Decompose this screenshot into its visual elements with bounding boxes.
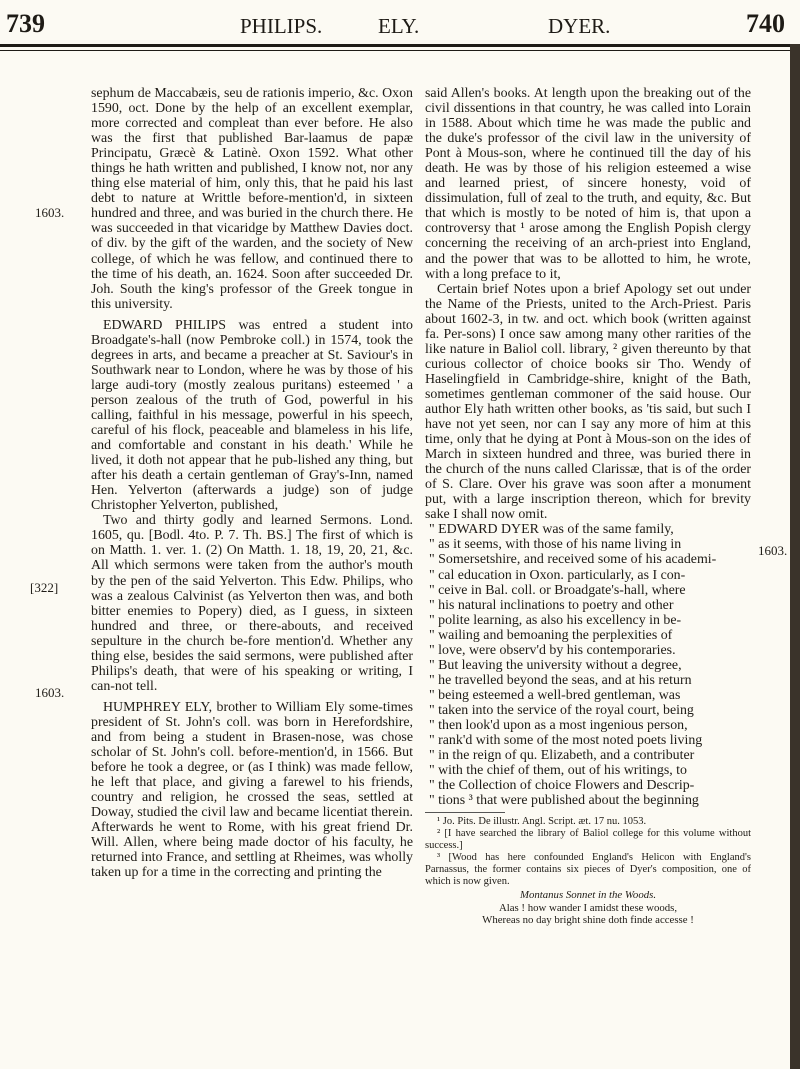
quote-line: " the Collection of choice Flowers and Descrip- [429, 778, 695, 794]
quote-line: " cal education in Oxon. particularly, as I con- [429, 567, 686, 583]
paragraph-edward-philips: EDWARD PHILIPS was entred a student into Broadgate's-hall (now Pembroke coll.) in 1574, took the degrees in arts, and became a preacher at St. Saviour's in Southwark near to London, where he was by those of his large audi-tory (mostly zealous puritans) esteemed ' a person zealous of the truth of God, powerful in his calling, faithful in his message, powerful in his speech, careful of his flock, peaceable and blameless in his life, and comfortable and constant in his death.' While he lived, it doth not appear that he pub-lished any thing, but after his death a certain gentleman of Gray's-Inn, named Hen. Yelverton (afterwards a judge) son of judge Christopher Yelverton, published, [91, 317, 413, 514]
footnote: ² [I have searched the library of Baliol college for this volume without success.] [425, 828, 751, 852]
footnote: ¹ Jo. Pits. De illustr. Angl. Script. æt. 17 nu. 1053. [437, 816, 647, 828]
header-name-ely: ELY. [378, 14, 420, 38]
paragraph-humphrey-ely: HUMPHREY ELY, brother to William Ely some-times president of St. John's coll. was born in Herefordshire, and from being a student in Brasen-nose, was chose scholar of St. John's coll. before-mention'd, in 1566. But before he took a degree, or (as I think) was made fellow, he left that place, and giving a farewel to his friends, country and religion, he crossed the seas, settled at Doway, studied the civil law and became licentiat therein. Afterwards he went to Rome, with his great friend Dr. Will. Allen, where being made doctor of his faculty, he returned into France, and settling at Rheimes, was wholly taken up for a time in the correcting and printing the [91, 699, 413, 881]
header-name-dyer: DYER. [548, 14, 611, 38]
footnote: ³ [Wood has here confounded England's Helicon with England's Parnassus, the former contains six pieces of Dyer's composition, one of which is now given. [425, 852, 751, 888]
header-name-philips: PHILIPS. [240, 14, 323, 38]
quote-line: " But leaving the university without a degree, [429, 657, 682, 673]
quote-line: " then look'd upon as a most ingenious person, [429, 717, 688, 733]
page-number-left: 739 [6, 9, 45, 38]
poem-title: Montanus Sonnet in the Woods. [519, 889, 657, 902]
quote-line: " ceive in Bal. coll. or Broadgate's-hall, where [429, 582, 686, 598]
quote-line: " wailing and bemoaning the perplexities of [429, 627, 673, 643]
margin-note-year: 1603. [35, 205, 65, 220]
page-edge [790, 44, 800, 1069]
poem-line: Alas ! how wander I amidst these woods, [498, 901, 678, 914]
quote-line: " as it seems, with those of his name living in [429, 537, 682, 553]
quote-line: " his natural inclinations to poetry and other [429, 597, 674, 613]
quote-line: " with the chief of them, out of his writings, to [429, 763, 687, 779]
left-column [91, 86, 413, 880]
quote-line: " Somersetshire, and received some of his academi- [429, 552, 717, 568]
margin-note-year: 1603. [758, 543, 788, 558]
quote-line: " tions ³ that were published about the beginning [429, 793, 699, 809]
poem-line: Whereas no day bright shine doth finde accesse ! [482, 914, 694, 927]
quote-line: " love, were observ'd by his contemporaries. [429, 642, 676, 658]
paragraph: said Allen's books. At length upon the breaking out of the civil dissentions in that country, he was called into Lorain in 1588. About which time he was made the public and the duke's professor of the civil law in the university of Pont à Mous-son, where he continued till the day of his death. He was by those of his religion esteemed a wise and learned priest, of sincere honesty, void of dissimulation, full of zeal to the truth, and equity, &c. But that which is mostly to be noted of him is, that upon a controversy that ¹ arose among the English Popish clergy concerning the receiving of an arch-priest into England, and the power that was to be allotted to him, he wrote, with a long preface to it, [425, 86, 751, 282]
header-rule [0, 44, 800, 47]
header-rule-thin [0, 50, 800, 51]
quote-line: " EDWARD DYER was of the same family, [429, 522, 674, 538]
margin-note-bracket: [322] [30, 580, 59, 595]
paragraph: sephum de Maccabæis, seu de rationis imperio, &c. Oxon 1590, oct. Done by the help of an excellent exemplar, more corrected and compleat than ever before. He also was the first that published Bar-laamus de papæ Principatu, Græcè & Latinè. Oxon 1592. What other things he hath written and published, I know not, nor any thing else material of him, only this, that he paid his last debt to nature at Writtle before-mention'd, in sixteen hundred and three, and was buried in the church there. He was succeeded in that vicaridge by Matthew Davies doct. of div. by the gift of the warden, and the society of New college, of which he was fellow, and continued there to the time of his death, an. 1624. Soon after succeeded Dr. Joh. South the king's professor of the Greek tongue in this university. [91, 86, 413, 312]
quote-line: " rank'd with some of the most noted poets living [429, 733, 703, 749]
quote-line: " polite learning, as also his excellency in be- [429, 612, 682, 628]
quote-line: " being esteemed a well-bred gentleman, was [429, 687, 681, 703]
margin-note-year: 1603. [35, 685, 65, 700]
page-number-right: 740 [746, 9, 785, 38]
running-header [0, 0, 800, 52]
quote-line: " he travelled beyond the seas, and at his return [429, 672, 692, 688]
paragraph-sermons: Two and thirty godly and learned Sermons. Lond. 1605, qu. [Bodl. 4to. P. 7. Th. BS.] The first of which is on Matth. 1. ver. 1. (2) On Matth. 1. 18, 19, 20, 21, &c. All which sermons were taken from the author's mouth by the pen of the said Yelverton. This Edw. Philips, who was a zealous Calvinist (as Yelverton then was, and both bitter enemies to Popery) died, as I guess, in sixteen hundred and three, or there-abouts, and received sepulture in the church be-fore mention'd. Whether any thing else, besides the said sermons, were published after Philips's death, that were of his speaking or writing, I can-not tell. [91, 513, 413, 694]
footnote-rule [425, 812, 505, 813]
right-column [425, 86, 751, 927]
paragraph-certain-brief-notes: Certain brief Notes upon a brief Apology set out under the Name of the Priests, united to the Arch-Priest. Paris about 1602-3, in tw. and oct. which book (written against fa. Per-sons) I once saw among many other rarities of the like nature in Baliol coll. library, ² given thereunto by that curious collector of choice books sir Tho. Wendy of Haselingfield in Cambridge-shire, knight of the Bath, sometimes gentleman commoner of the said house. Our author Ely hath written other books, as 'tis said, but such I have not yet seen, nor can I say any more of him at this time, only that he dying at Pont à Mous-son on the ides of March in sixteen hundred and three, was buried there in the church of the nuns called Clarissæ, that is of the order of S. Clare. Over his grave was soon after a monument put, with a large inscription thereon, which for brevity sake I shall now omit. [425, 281, 751, 523]
quoted-passage-edward-dyer [425, 522, 751, 808]
quote-line: " in the reign of qu. Elizabeth, and a contributer [429, 748, 695, 764]
quote-line: " taken into the service of the royal court, being [429, 702, 694, 718]
